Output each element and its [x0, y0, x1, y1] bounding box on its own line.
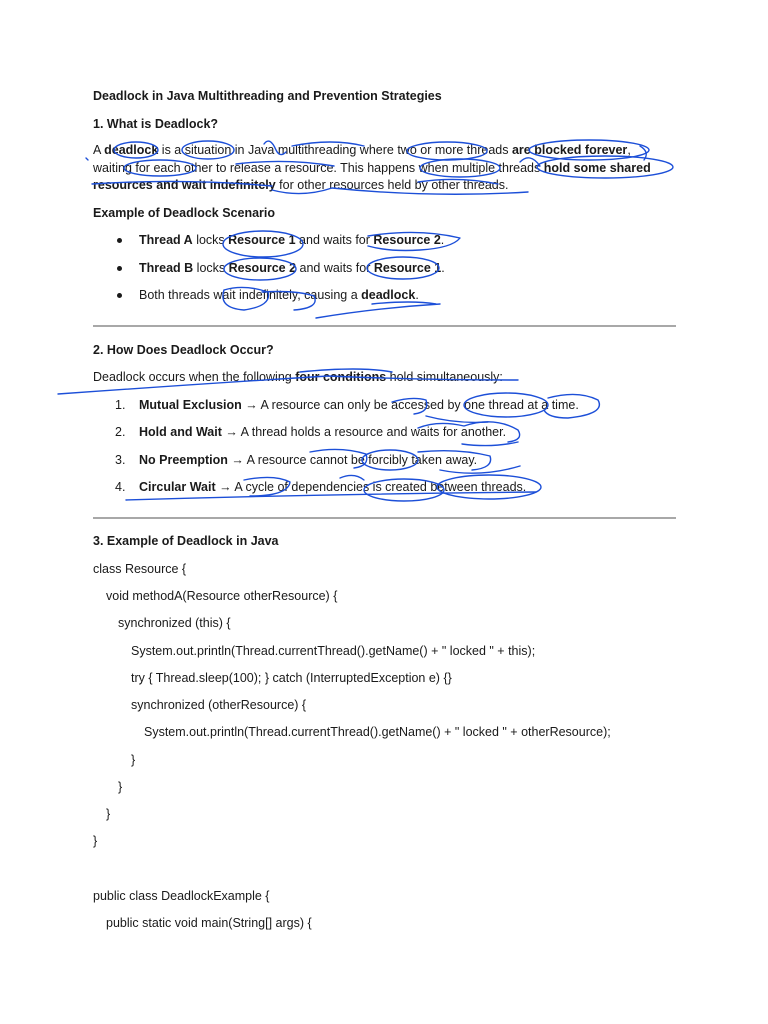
condition-item — [139, 397, 579, 413]
bullet-marker — [117, 293, 122, 298]
document-title: Deadlock in Java Multithreading and Prevention Strategies — [93, 89, 442, 103]
text-run: deadlock — [361, 288, 416, 302]
text-run: hold simultaneously: — [386, 370, 503, 384]
code-line: class Resource { — [93, 562, 187, 576]
condition-item — [139, 452, 477, 468]
code-line: void methodA(Resource otherResource) { — [106, 589, 338, 603]
text-run: and waits for — [295, 233, 374, 247]
horizontal-rule — [93, 517, 676, 519]
text-run: for other resources held by other threads. — [275, 178, 509, 192]
emphasis-blocked-forever: are blocked forever — [511, 143, 628, 157]
condition-desc: → A cycle of dependencies is created between threads. — [215, 480, 527, 494]
s1-paragraph-line-2 — [93, 160, 651, 176]
ink-stroke — [426, 416, 488, 422]
bullet-marker — [117, 266, 122, 271]
text-run: . — [441, 261, 445, 275]
code-line: try { Thread.sleep(100); } catch (InterruptedException e) {} — [131, 671, 452, 685]
text-run: Both threads wait indefinitely, causing a — [139, 288, 362, 302]
text-run: waiting for each other to release a resource. This happens when multiple threads — [93, 161, 544, 175]
ink-stroke — [640, 146, 646, 160]
text-run: . — [440, 233, 445, 247]
emphasis-wait-indefinitely: resources and wait indefinitely — [93, 178, 276, 192]
section-1-heading: 1. What is Deadlock? — [93, 117, 219, 131]
code-line: synchronized (this) { — [118, 616, 231, 630]
code-line: } — [93, 834, 98, 848]
text-run: locks — [192, 233, 229, 247]
bullet-item — [139, 260, 445, 276]
code-line: public class DeadlockExample { — [93, 889, 270, 903]
code-line: System.out.println(Thread.currentThread().getName() + " locked " + this); — [131, 644, 536, 658]
code-line: } — [106, 807, 111, 821]
ink-stroke — [86, 158, 88, 160]
text-run: locks — [193, 261, 229, 275]
condition-item — [139, 479, 526, 495]
example-heading: Example of Deadlock Scenario — [93, 206, 276, 220]
code-line: } — [118, 780, 123, 794]
text-run: Resource 2 — [373, 233, 441, 247]
emphasis-four-conditions: four conditions — [295, 370, 387, 384]
text-run: Resource 2 — [228, 261, 297, 275]
bullet-item — [139, 232, 444, 248]
text-run: A — [93, 143, 105, 157]
condition-name: No Preemption — [139, 453, 228, 467]
text-run: Deadlock occurs when the following — [93, 370, 296, 384]
ink-stroke — [316, 304, 440, 318]
text-run: is a situation in Java multithreading where two or more threads — [158, 143, 512, 157]
text-run: . — [415, 288, 419, 302]
code-line: System.out.println(Thread.currentThread().getName() + " locked " + otherResource); — [144, 725, 611, 739]
term-deadlock: deadlock — [104, 143, 159, 157]
bullet-marker — [117, 238, 122, 243]
list-number: 3. — [115, 453, 126, 467]
ink-stroke — [462, 442, 518, 446]
condition-desc: → A thread holds a resource and waits for another. — [221, 425, 507, 439]
code-line: synchronized (otherResource) { — [131, 698, 307, 712]
text-run: , — [627, 143, 631, 157]
list-number: 1. — [115, 398, 126, 412]
text-run: Resource 1 — [228, 233, 296, 247]
horizontal-rule — [93, 325, 676, 327]
condition-item — [139, 424, 506, 440]
condition-name: Circular Wait — [139, 480, 216, 494]
text-run: Resource 1 — [373, 261, 442, 275]
code-line: public static void main(String[] args) { — [106, 916, 312, 930]
bullet-item — [139, 287, 419, 303]
s1-paragraph-line-1 — [93, 142, 631, 158]
condition-name: Hold and Wait — [139, 425, 222, 439]
list-number: 2. — [115, 425, 126, 439]
s1-paragraph-line-3 — [93, 177, 508, 193]
text-run: Thread A — [139, 233, 193, 247]
text-run: Thread B — [139, 261, 194, 275]
section-2-heading: 2. How Does Deadlock Occur? — [93, 343, 274, 357]
s2-intro — [93, 369, 503, 385]
code-line: } — [131, 753, 136, 767]
emphasis-hold-shared: hold some shared — [543, 161, 651, 175]
text-run: and waits for — [296, 261, 374, 275]
condition-name: Mutual Exclusion — [139, 398, 242, 412]
condition-desc: → A resource can only be accessed by one thread at a time. — [241, 398, 579, 412]
condition-desc: → A resource cannot be forcibly taken away. — [227, 453, 478, 467]
section-3-heading: 3. Example of Deadlock in Java — [93, 534, 279, 548]
list-number: 4. — [115, 480, 126, 494]
